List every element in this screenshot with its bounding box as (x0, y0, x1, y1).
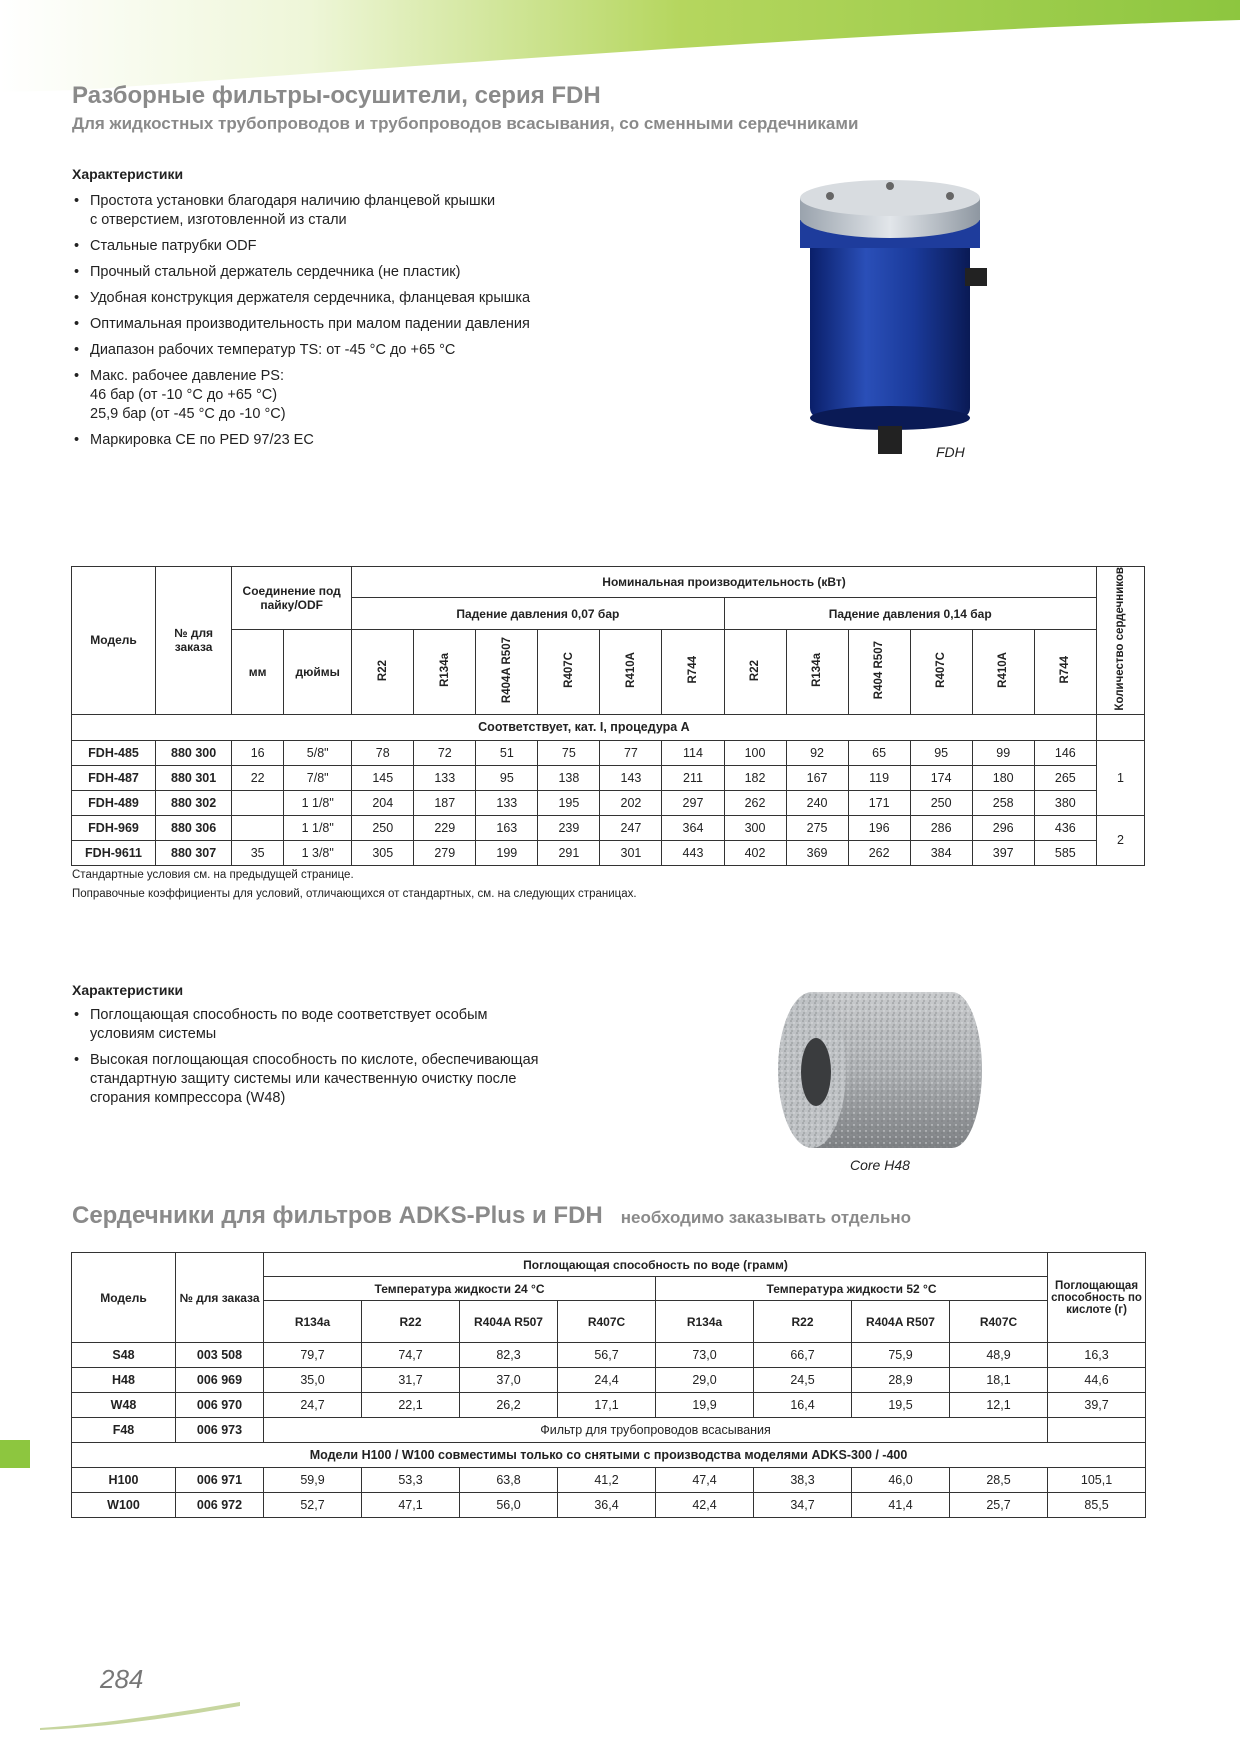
water-cell: 63,8 (460, 1468, 558, 1493)
capacity-cell: 133 (414, 765, 476, 790)
capacity-cell: 95 (476, 765, 538, 790)
order-cell: 006 972 (176, 1493, 264, 1518)
t2-header-refrigerant: R134a (264, 1301, 362, 1343)
water-cell: 73,0 (656, 1343, 754, 1368)
capacity-cell: 229 (414, 815, 476, 840)
water-cell: 24,5 (754, 1368, 852, 1393)
water-cell: 74,7 (362, 1343, 460, 1368)
capacity-cell: 114 (662, 740, 724, 765)
water-cell: 12,1 (950, 1393, 1048, 1418)
t2-header-water: Поглощающая способность по воде (грамм) (264, 1253, 1048, 1277)
core-feature-item (72, 1006, 632, 1044)
header-order-no: № для заказа (156, 567, 232, 715)
inch-cell: 7/8" (284, 765, 352, 790)
water-cell: 25,7 (950, 1493, 1048, 1518)
water-cell: 41,4 (852, 1493, 950, 1518)
cores-cell: 2 (1096, 815, 1144, 865)
header-capacity: Номинальная производительность (кВт) (352, 567, 1097, 598)
water-cell: 37,0 (460, 1368, 558, 1393)
capacity-cell: 300 (724, 815, 786, 840)
compat-note: Модели H100 / W100 совместимы только со снятыми с производства моделями ADKS-300 / -400 (72, 1443, 1146, 1468)
capacity-cell: 258 (972, 790, 1034, 815)
capacity-cell: 95 (910, 740, 972, 765)
capacity-cell: 384 (910, 840, 972, 865)
header-refrigerant: R134a (786, 629, 848, 714)
capacity-cell: 174 (910, 765, 972, 790)
capacity-cell: 145 (352, 765, 414, 790)
t2-header-temp24: Температура жидкости 24 °C (264, 1277, 656, 1301)
capacity-cell: 72 (414, 740, 476, 765)
capacity-cell: 171 (848, 790, 910, 815)
feature-item-line: • Оптимальная производительность при малом падении давления (90, 316, 530, 332)
capacity-cell: 199 (476, 840, 538, 865)
note-standard-conditions: Стандартные условия см. на предыдущей странице. (72, 869, 354, 881)
table-row (72, 1393, 1146, 1418)
table1-notes (72, 866, 637, 904)
capacity-cell: 436 (1034, 815, 1096, 840)
model-cell: FDH-969 (72, 815, 156, 840)
feature-item-line: • Макс. рабочее давление PS: (90, 368, 285, 384)
acid-cell: 44,6 (1048, 1368, 1146, 1393)
capacity-cell: 286 (910, 815, 972, 840)
model-cell: FDH-485 (72, 740, 156, 765)
header-refrigerant: R407C (910, 629, 972, 714)
capacity-cell: 211 (662, 765, 724, 790)
inch-cell: 1 1/8" (284, 790, 352, 815)
table-row (72, 740, 1145, 765)
table-row-f48 (72, 1418, 1146, 1443)
capacity-cell: 187 (414, 790, 476, 815)
header-refrigerant: R744 (662, 629, 724, 714)
feature-item-line: • Диапазон рабочих температур TS: от -45 °C до +65 °C (90, 342, 456, 358)
water-cell: 52,7 (264, 1493, 362, 1518)
model-cell: S48 (72, 1343, 176, 1368)
feature-item-line: • Удобная конструкция держателя сердечника, фланцевая крышка (90, 290, 531, 306)
water-cell: 17,1 (558, 1393, 656, 1418)
order-cell: 006 969 (176, 1368, 264, 1393)
capacity-cell: 297 (662, 790, 724, 815)
order-cell: 006 971 (176, 1468, 264, 1493)
header-model: Модель (72, 567, 156, 715)
order-cell: 880 300 (156, 740, 232, 765)
capacity-cell: 402 (724, 840, 786, 865)
t2-header-order-no: № для заказа (176, 1253, 264, 1343)
core-feature-item-line: сгорания компрессора (W48) (90, 1090, 286, 1106)
capacity-cell: 78 (352, 740, 414, 765)
t2-header-acid: Поглощающая способность по кислоте (г) (1048, 1253, 1146, 1343)
water-cell: 38,3 (754, 1468, 852, 1493)
feature-item-line: 25,9 бар (от -45 °C до -10 °C) (90, 406, 286, 422)
fdh-filter-image (790, 178, 990, 458)
water-cell: 24,4 (558, 1368, 656, 1393)
order-cell: 880 306 (156, 815, 232, 840)
compat-row (72, 1443, 1146, 1468)
capacity-cell: 77 (600, 740, 662, 765)
core-feature-item-line: стандартную защиту системы или качественную очистку после (90, 1071, 517, 1087)
water-cell: 82,3 (460, 1343, 558, 1368)
header-refrigerant: R410A (600, 629, 662, 714)
core-feature-item (72, 1051, 632, 1108)
capacity-cell: 65 (848, 740, 910, 765)
order-cell: 880 302 (156, 790, 232, 815)
water-cell: 42,4 (656, 1493, 754, 1518)
t2-header-refrigerant: R404A R507 (460, 1301, 558, 1343)
capacity-cell: 364 (662, 815, 724, 840)
footer-decoration (40, 1700, 240, 1730)
t2-header-refrigerant: R22 (754, 1301, 852, 1343)
water-cell: 41,2 (558, 1468, 656, 1493)
table-row (72, 765, 1145, 790)
capacity-cell: 146 (1034, 740, 1096, 765)
water-cell: 29,0 (656, 1368, 754, 1393)
water-cell: 47,1 (362, 1493, 460, 1518)
capacity-cell: 250 (910, 790, 972, 815)
t2-header-refrigerant: R407C (558, 1301, 656, 1343)
water-cell: 22,1 (362, 1393, 460, 1418)
core-feature-item-line: • Поглощающая способность по воде соответствует особым (90, 1007, 488, 1023)
water-cell: 46,0 (852, 1468, 950, 1493)
page-title: Разборные фильтры-осушители, серия FDH (72, 82, 601, 109)
order-cell: 880 307 (156, 840, 232, 865)
mm-cell (232, 815, 284, 840)
t2-header-model: Модель (72, 1253, 176, 1343)
table-row (72, 1343, 1146, 1368)
capacity-cell: 275 (786, 815, 848, 840)
fdh-image-caption: FDH (936, 444, 965, 460)
inch-cell: 1 3/8" (284, 840, 352, 865)
capacity-cell: 196 (848, 815, 910, 840)
water-cell: 36,4 (558, 1493, 656, 1518)
fdh-spec-table (71, 566, 1145, 866)
core-image-caption: Core H48 (850, 1157, 910, 1173)
water-cell: 26,2 (460, 1393, 558, 1418)
table-row (72, 1368, 1146, 1393)
capacity-cell: 380 (1034, 790, 1096, 815)
cores-order-note: необходимо заказывать отдельно (620, 1208, 912, 1227)
side-color-tab (0, 1440, 30, 1468)
water-cell: 19,5 (852, 1393, 950, 1418)
feature-item (72, 263, 632, 282)
order-cell: 003 508 (176, 1343, 264, 1368)
header-refrigerant: R407C (538, 629, 600, 714)
header-refrigerant: R22 (724, 629, 786, 714)
header-mm: мм (232, 629, 284, 714)
header-drop-014: Падение давления 0,14 бар (724, 598, 1096, 629)
capacity-cell: 182 (724, 765, 786, 790)
acid-cell: 39,7 (1048, 1393, 1146, 1418)
water-cell: 48,9 (950, 1343, 1048, 1368)
capacity-cell: 138 (538, 765, 600, 790)
header-refrigerant: R404A R507 (476, 629, 538, 714)
model-cell: F48 (72, 1418, 176, 1443)
capacity-cell: 397 (972, 840, 1034, 865)
inch-cell: 5/8" (284, 740, 352, 765)
water-cell: 75,9 (852, 1343, 950, 1368)
header-cores: Количество сердечников (1096, 567, 1144, 715)
capacity-cell: 202 (600, 790, 662, 815)
header-refrigerant: R410A (972, 629, 1034, 714)
core-feature-item-line: • Высокая поглощающая способность по кислоте, обеспечивающая (90, 1052, 539, 1068)
acid-cell (1048, 1418, 1146, 1443)
acid-cell: 105,1 (1048, 1468, 1146, 1493)
features-list (72, 192, 632, 457)
order-cell: 006 973 (176, 1418, 264, 1443)
capacity-cell: 305 (352, 840, 414, 865)
f48-description: Фильтр для трубопроводов всасывания (264, 1418, 1048, 1443)
category-row-cores (1096, 714, 1144, 740)
header-inches: дюймы (284, 629, 352, 714)
water-cell: 28,5 (950, 1468, 1048, 1493)
model-cell: FDH-9611 (72, 840, 156, 865)
feature-item (72, 192, 632, 230)
water-cell: 56,0 (460, 1493, 558, 1518)
feature-item-line: • Маркировка CE по PED 97/23 EC (90, 432, 314, 448)
header-connection: Соединение под пайку/ODF (232, 567, 352, 630)
header-drop-007: Падение давления 0,07 бар (352, 598, 724, 629)
capacity-cell: 75 (538, 740, 600, 765)
capacity-cell: 279 (414, 840, 476, 865)
capacity-cell: 92 (786, 740, 848, 765)
model-cell: W100 (72, 1493, 176, 1518)
feature-item (72, 289, 632, 308)
header-refrigerant: R404 R507 (848, 629, 910, 714)
water-cell: 79,7 (264, 1343, 362, 1368)
capacity-cell: 133 (476, 790, 538, 815)
page-subtitle: Для жидкостных трубопроводов и трубопроводов всасывания, со сменными сердечниками (72, 114, 859, 133)
table-row (72, 1493, 1146, 1518)
water-cell: 31,7 (362, 1368, 460, 1393)
t2-header-temp52: Температура жидкости 52 °C (656, 1277, 1048, 1301)
feature-item (72, 367, 632, 424)
water-cell: 59,9 (264, 1468, 362, 1493)
header-refrigerant: R134a (414, 629, 476, 714)
core-features-list (72, 1006, 632, 1115)
water-cell: 53,3 (362, 1468, 460, 1493)
water-cell: 35,0 (264, 1368, 362, 1393)
water-cell: 24,7 (264, 1393, 362, 1418)
feature-item-line: с отверстием, изготовленной из стали (90, 212, 347, 228)
header-refrigerant: R22 (352, 629, 414, 714)
feature-item-line: 46 бар (от -10 °C до +65 °C) (90, 387, 278, 403)
order-cell: 006 970 (176, 1393, 264, 1418)
water-cell: 47,4 (656, 1468, 754, 1493)
t2-header-refrigerant: R407C (950, 1301, 1048, 1343)
capacity-cell: 585 (1034, 840, 1096, 865)
model-cell: W48 (72, 1393, 176, 1418)
order-cell: 880 301 (156, 765, 232, 790)
header-refrigerant: R744 (1034, 629, 1096, 714)
mm-cell: 16 (232, 740, 284, 765)
category-row: Соответствует, кат. I, процедура A (72, 714, 1097, 740)
capacity-cell: 250 (352, 815, 414, 840)
acid-cell: 16,3 (1048, 1343, 1146, 1368)
water-cell: 34,7 (754, 1493, 852, 1518)
water-cell: 18,1 (950, 1368, 1048, 1393)
features-heading: Характеристики (72, 166, 184, 182)
capacity-cell: 301 (600, 840, 662, 865)
core-h48-image (772, 984, 982, 1156)
capacity-cell: 119 (848, 765, 910, 790)
model-cell: H48 (72, 1368, 176, 1393)
water-cell: 28,9 (852, 1368, 950, 1393)
capacity-cell: 167 (786, 765, 848, 790)
cores-section-title: Сердечники для фильтров ADKS-Plus и FDH необходимо заказывать отдельно (72, 1202, 912, 1229)
capacity-cell: 51 (476, 740, 538, 765)
water-cell: 19,9 (656, 1393, 754, 1418)
inch-cell: 1 1/8" (284, 815, 352, 840)
capacity-cell: 143 (600, 765, 662, 790)
table-row (72, 840, 1145, 865)
feature-item (72, 237, 632, 256)
mm-cell (232, 790, 284, 815)
t2-header-refrigerant: R404A R507 (852, 1301, 950, 1343)
capacity-cell: 262 (848, 840, 910, 865)
capacity-cell: 100 (724, 740, 786, 765)
cores-table (71, 1252, 1146, 1518)
mm-cell: 22 (232, 765, 284, 790)
table-row (72, 1468, 1146, 1493)
core-feature-item-line: условиям системы (90, 1026, 217, 1042)
capacity-cell: 247 (600, 815, 662, 840)
feature-item (72, 315, 632, 334)
feature-item (72, 341, 632, 360)
capacity-cell: 369 (786, 840, 848, 865)
mm-cell: 35 (232, 840, 284, 865)
capacity-cell: 99 (972, 740, 1034, 765)
feature-item-line: • Прочный стальной держатель сердечника (не пластик) (90, 264, 461, 280)
capacity-cell: 163 (476, 815, 538, 840)
water-cell: 66,7 (754, 1343, 852, 1368)
water-cell: 56,7 (558, 1343, 656, 1368)
water-cell: 16,4 (754, 1393, 852, 1418)
table-row (72, 790, 1145, 815)
capacity-cell: 239 (538, 815, 600, 840)
acid-cell: 85,5 (1048, 1493, 1146, 1518)
model-cell: FDH-489 (72, 790, 156, 815)
t2-header-refrigerant: R22 (362, 1301, 460, 1343)
capacity-cell: 262 (724, 790, 786, 815)
capacity-cell: 443 (662, 840, 724, 865)
capacity-cell: 296 (972, 815, 1034, 840)
capacity-cell: 265 (1034, 765, 1096, 790)
capacity-cell: 180 (972, 765, 1034, 790)
feature-item (72, 431, 632, 450)
feature-item-line: • Стальные патрубки ODF (90, 238, 257, 254)
capacity-cell: 240 (786, 790, 848, 815)
capacity-cell: 204 (352, 790, 414, 815)
page-number: 284 (100, 1664, 144, 1694)
feature-item-line: • Простота установки благодаря наличию фланцевой крышки (90, 193, 496, 209)
model-cell: H100 (72, 1468, 176, 1493)
core-features-heading: Характеристики (72, 982, 184, 998)
capacity-cell: 195 (538, 790, 600, 815)
capacity-cell: 291 (538, 840, 600, 865)
cores-cell: 1 (1096, 740, 1144, 815)
table-row (72, 815, 1145, 840)
t2-header-refrigerant: R134a (656, 1301, 754, 1343)
model-cell: FDH-487 (72, 765, 156, 790)
note-correction-factors: Поправочные коэффициенты для условий, отличающихся от стандартных, см. на следующих страницах. (72, 888, 637, 900)
